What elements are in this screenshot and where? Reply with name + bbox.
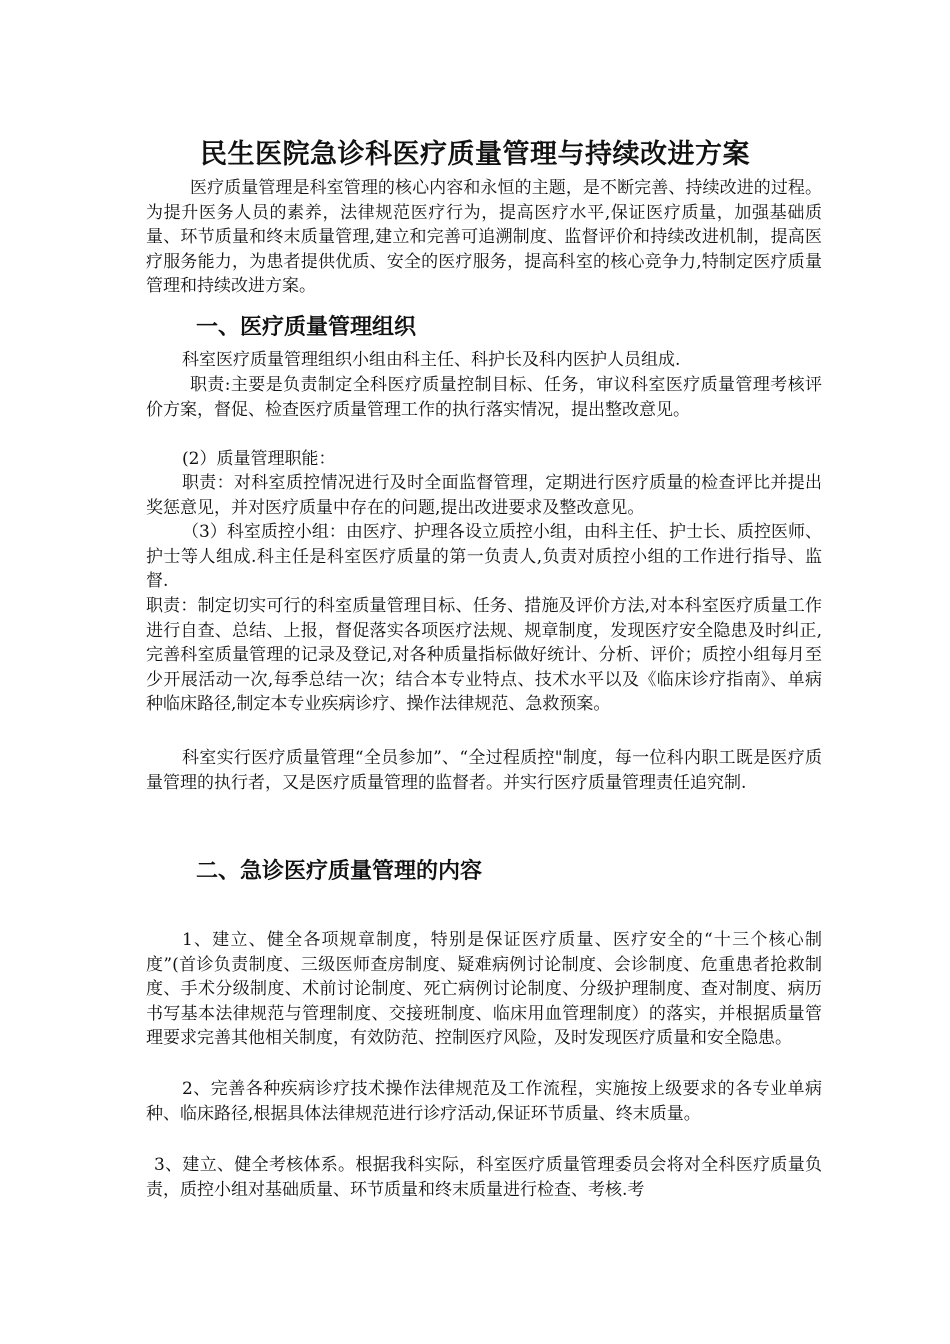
section-2-paragraph: 2、完善各种疾病诊疗技术操作法律规范及工作流程，实施按上级要求的各专业单病种、临床路径,根据具体法律规范进行诊疗活动,保证环节质量、终末质量。 — [146, 1079, 822, 1124]
section-1-paragraph: 职责:主要是负责制定全科医疗质量控制目标、任务，审议科室医疗质量管理考核评价方案，督促、检查医疗质量管理工作的执行落实情况，提出整改意见。 — [146, 375, 822, 420]
section-1-paragraph: 职责：制定切实可行的科室质量管理目标、任务、措施及评价方法,对本科室医疗质量工作进行自查、总结、上报，督促落实各项医疗法规、规章制度，发现医疗安全隐患及时纠正,完善科室质量管理的记录及登记,对各种质量指标做好统计、分析、评价；质控小组每月至少开展活动一次,每季总结一次；结合本专业特点、技术水平以及《临床诊疗指南》、单病种临床路径,制定本专业疾病诊疗、操作法律规范、急救预案。 — [146, 596, 822, 715]
section-2-paragraph: 3、建立、健全考核体系。根据我科实际，科室医疗质量管理委员会将对全科医疗质量负责，质控小组对基础质量、环节质量和终末质量进行检查、考核.考 — [146, 1155, 822, 1200]
section-1-paragraph: （3）科室质控小组：由医疗、护理各设立质控小组，由科主任、护士长、质控医师、护士等人组成.科主任是科室医疗质量的第一负责人,负责对质控小组的工作进行指导、监督. — [146, 522, 822, 592]
section-1-paragraph: 科室实行医疗质量管理“全员参加”、“全过程质控"制度，每一位科内职工既是医疗质量管理的执行者，又是医疗质量管理的监督者。并实行医疗质量管理责任追究制. — [146, 748, 822, 793]
section-1-heading: 一、医疗质量管理组织 — [196, 315, 417, 340]
document-title: 民生医院急诊科医疗质量管理与持续改进方案 — [200, 139, 750, 170]
intro-paragraph: 医疗质量管理是科室管理的核心内容和永恒的主题，是不断完善、持续改进的过程。为提升医务人员的素养，法律规范医疗行为，提高医疗水平,保证医疗质量，加强基础质量、环节质量和终末质量管理,建立和完善可追溯制度、监督评价和持续改进机制，提高医疗服务能力，为患者提供优质、安全的医疗服务，提高科室的核心竞争力,特制定医疗质量管理和持续改进方案。 — [146, 178, 822, 297]
section-2-paragraph: 1、建立、健全各项规章制度，特别是保证医疗质量、医疗安全的“十三个核心制度”(首诊负责制度、三级医师查房制度、疑难病例讨论制度、会诊制度、危重患者抢救制度、手术分级制度、术前讨论制度、死亡病例讨论制度、分级护理制度、查对制度、病历书写基本法律规范与管理制度、交接班制度、临床用血管理制度）的落实，并根据质量管理要求完善其他相关制度，有效防范、控制医疗风险，及时发现医疗质量和安全隐患。 — [146, 930, 822, 1049]
section-1-paragraph: (2）质量管理职能： — [182, 449, 336, 469]
section-2-heading: 二、急诊医疗质量管理的内容 — [196, 859, 483, 884]
section-1-paragraph: 科室医疗质量管理组织小组由科主任、科护长及科内医护人员组成. — [182, 350, 681, 370]
section-1-paragraph: 职责：对科室质控情况进行及时全面监督管理，定期进行医疗质量的检查评比并提出奖惩意见，并对医疗质量中存在的问题,提出改进要求及整改意见。 — [146, 473, 822, 518]
